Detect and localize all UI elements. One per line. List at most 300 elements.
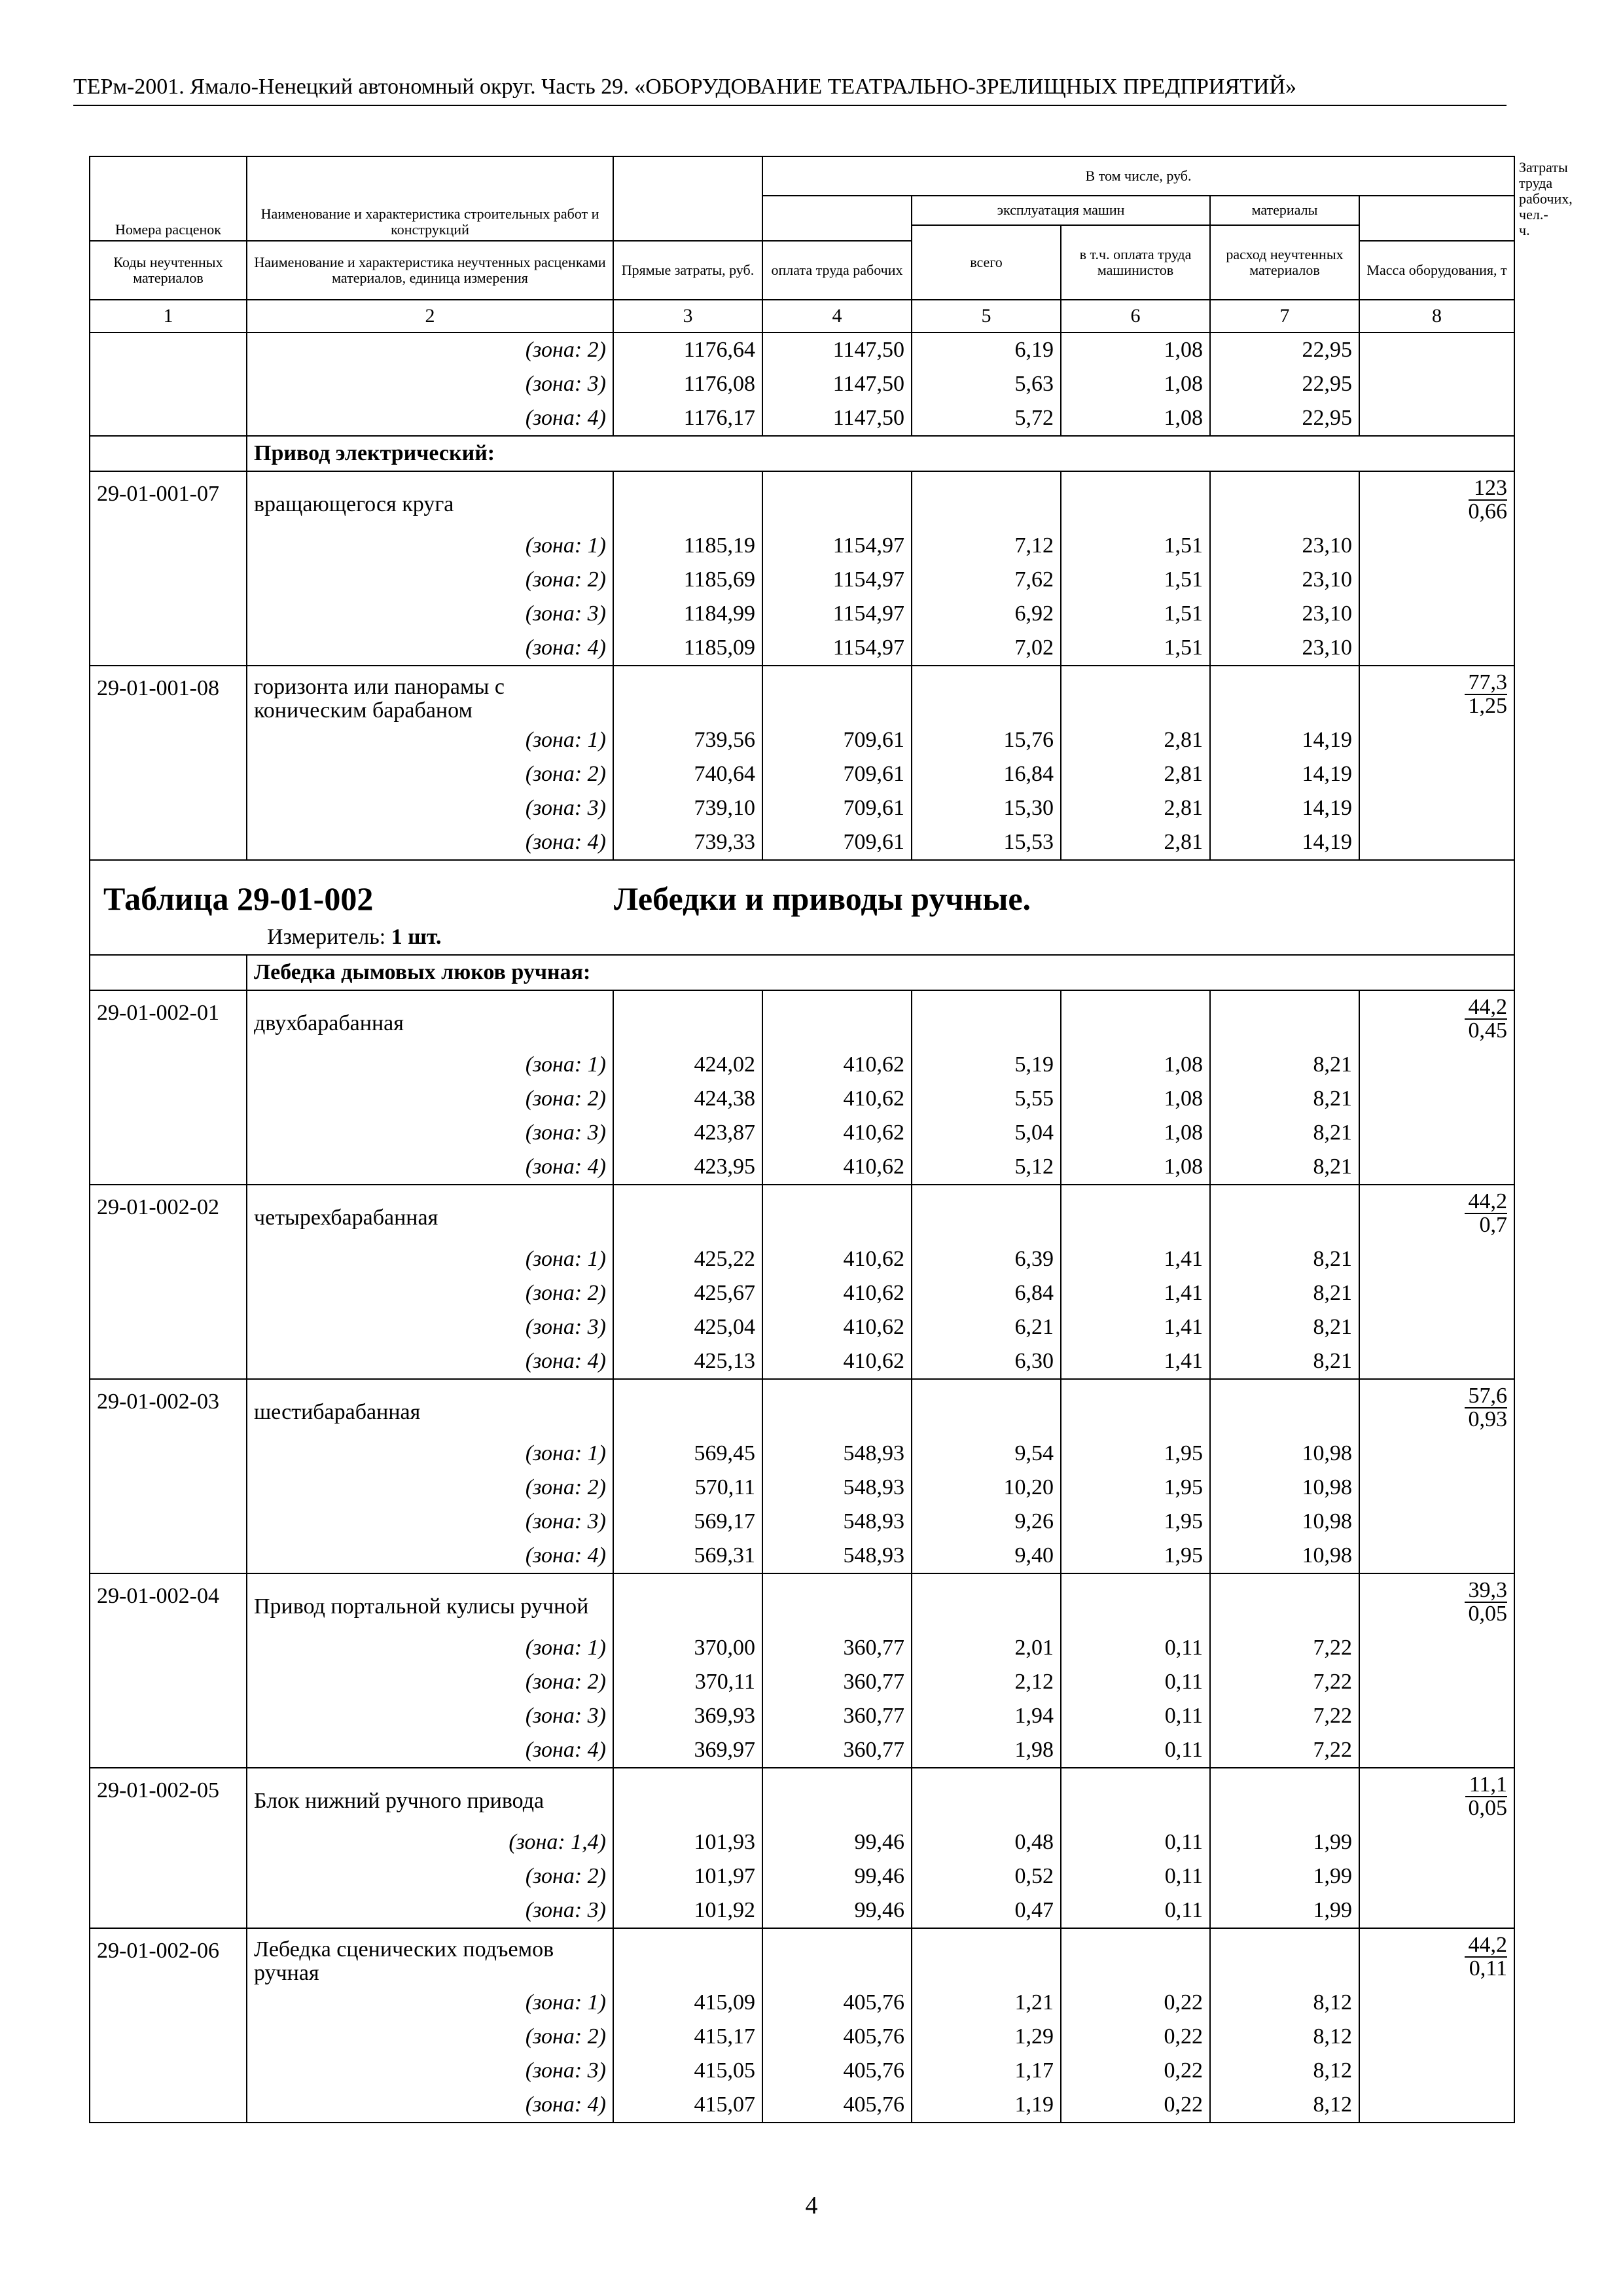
- zone-row: [90, 2088, 1514, 2123]
- labor-pay-value: 410,62: [762, 1242, 912, 1276]
- materials-value: 8,21: [1210, 1344, 1359, 1379]
- zone-label: (зона: 2): [247, 1471, 613, 1505]
- code-cell-blank: [90, 401, 247, 436]
- direct-costs-value: 569,31: [613, 1539, 762, 1573]
- mass-cell-blank: [1359, 1150, 1514, 1185]
- machinist-pay-value: 1,08: [1061, 332, 1210, 367]
- mass-cell-blank: [1359, 332, 1514, 367]
- direct-costs-value: 739,56: [613, 723, 762, 757]
- labor-pay-value: 1154,97: [762, 563, 912, 597]
- zone-label: (зона: 1): [247, 1242, 613, 1276]
- machine-ops-value: 7,12: [912, 529, 1061, 563]
- col-labor-pay: оплата труда рабочих: [762, 241, 912, 300]
- zone-label: (зона: 4): [247, 401, 613, 436]
- materials-value: 22,95: [1210, 332, 1359, 367]
- machinist-pay-value: 2,81: [1061, 757, 1210, 791]
- direct-costs-value: 424,02: [613, 1048, 762, 1082]
- direct-costs-value: 569,45: [613, 1437, 762, 1471]
- labor-costs-value: 44,2: [1465, 1934, 1508, 1958]
- value-cell-blank: [912, 1768, 1061, 1825]
- col-unaccounted-name: Наименование и характеристика неучтенных расценками материалов, единица измерения: [247, 241, 613, 300]
- zone-row: [90, 1344, 1514, 1379]
- zone-label: (зона: 4): [247, 631, 613, 666]
- value-cell-blank: [1061, 990, 1210, 1048]
- machinist-pay-value: 0,22: [1061, 2054, 1210, 2088]
- code-cell-blank: [90, 791, 247, 825]
- table-unit: [103, 923, 1501, 952]
- machinist-pay-value: 1,41: [1061, 1310, 1210, 1344]
- value-cell-blank: [613, 471, 762, 529]
- code-cell-blank: [90, 1437, 247, 1471]
- machinist-pay-value: 1,95: [1061, 1471, 1210, 1505]
- zone-row: [90, 332, 1514, 367]
- labor-pay-value: 360,77: [762, 1631, 912, 1665]
- direct-costs-value: 101,97: [613, 1859, 762, 1893]
- labor-mass-cell: [1359, 1928, 1514, 1986]
- zone-label: (зона: 4): [247, 2088, 613, 2123]
- equipment-mass-value: 0,93: [1468, 1407, 1508, 1431]
- labor-mass-cell: [1359, 990, 1514, 1048]
- zone-row: [90, 1859, 1514, 1893]
- machine-ops-value: 6,21: [912, 1310, 1061, 1344]
- labor-mass-cell: [1359, 1573, 1514, 1631]
- labor-pay-value: 1154,97: [762, 597, 912, 631]
- mass-cell-blank: [1359, 757, 1514, 791]
- labor-pay-value: 99,46: [762, 1893, 912, 1928]
- materials-value: 7,22: [1210, 1631, 1359, 1665]
- code-cell-blank: [90, 2088, 247, 2123]
- zone-label: (зона: 1,4): [247, 1825, 613, 1859]
- mass-cell-blank: [1359, 1082, 1514, 1116]
- machine-ops-value: 1,19: [912, 2088, 1061, 2123]
- section-row: [90, 436, 1514, 471]
- machine-ops-value: 1,17: [912, 2054, 1061, 2088]
- mass-cell-blank: [1359, 1116, 1514, 1150]
- materials-value: 10,98: [1210, 1471, 1359, 1505]
- machinist-pay-value: 0,11: [1061, 1665, 1210, 1699]
- mass-cell-blank: [1359, 1859, 1514, 1893]
- table-title-row: [90, 860, 1514, 955]
- code-cell-blank: [90, 1116, 247, 1150]
- materials-value: 8,12: [1210, 1986, 1359, 2020]
- zone-row: [90, 1242, 1514, 1276]
- labor-pay-value: 410,62: [762, 1344, 912, 1379]
- labor-mass-fraction: [1465, 1191, 1508, 1236]
- materials-value: 14,19: [1210, 825, 1359, 860]
- mass-cell-blank: [1359, 1505, 1514, 1539]
- col-total: всего: [912, 225, 1061, 300]
- materials-value: 22,95: [1210, 401, 1359, 436]
- machinist-pay-value: 1,51: [1061, 597, 1210, 631]
- labor-pay-value: 1147,50: [762, 401, 912, 436]
- machinist-pay-value: 1,95: [1061, 1437, 1210, 1471]
- direct-costs-value: 415,05: [613, 2054, 762, 2088]
- mass-cell-blank: [1359, 2054, 1514, 2088]
- direct-costs-value: 570,11: [613, 1471, 762, 1505]
- mass-cell-blank: [1359, 825, 1514, 860]
- code-cell-blank: [90, 1893, 247, 1928]
- code-cell-blank: [90, 1242, 247, 1276]
- labor-pay-value: 1147,50: [762, 367, 912, 401]
- code-cell-blank: [90, 1733, 247, 1768]
- zone-row: [90, 2020, 1514, 2054]
- machinist-pay-value: 2,81: [1061, 791, 1210, 825]
- mass-cell-blank: [1359, 1986, 1514, 2020]
- zone-row: [90, 1150, 1514, 1185]
- direct-costs-value: 415,09: [613, 1986, 762, 2020]
- col-equipment-mass: Масса оборудования, т: [1359, 241, 1514, 300]
- item-name: Лебедка сценических подъемов ручная: [247, 1928, 613, 1986]
- labor-pay-value: 1154,97: [762, 631, 912, 666]
- value-cell-blank: [762, 1573, 912, 1631]
- zone-label: (зона: 4): [247, 825, 613, 860]
- labor-pay-value: 410,62: [762, 1150, 912, 1185]
- mass-cell-blank: [1359, 1825, 1514, 1859]
- code-cell-blank: [90, 955, 247, 990]
- zone-row: [90, 1699, 1514, 1733]
- equipment-mass-value: 0,11: [1469, 1956, 1508, 1981]
- labor-mass-fraction: [1465, 672, 1508, 717]
- code-cell-blank: [90, 1276, 247, 1310]
- zone-row: [90, 757, 1514, 791]
- machine-ops-value: 15,53: [912, 825, 1061, 860]
- value-cell-blank: [1061, 1379, 1210, 1437]
- section-row: [90, 955, 1514, 990]
- labor-pay-value: 410,62: [762, 1276, 912, 1310]
- value-cell-blank: [762, 1185, 912, 1242]
- materials-value: 23,10: [1210, 631, 1359, 666]
- labor-pay-value: 360,77: [762, 1733, 912, 1768]
- labor-pay-value: 410,62: [762, 1082, 912, 1116]
- value-cell-blank: [912, 1185, 1061, 1242]
- col-including: В том числе, руб.: [762, 156, 1514, 196]
- direct-costs-value: 1184,99: [613, 597, 762, 631]
- rates-table: [89, 156, 1573, 2123]
- machine-ops-value: 1,21: [912, 1986, 1061, 2020]
- value-cell-blank: [912, 990, 1061, 1048]
- labor-costs-value: 77,3: [1465, 672, 1508, 695]
- equipment-mass-value: 0,66: [1468, 499, 1508, 524]
- value-cell-blank: [762, 471, 912, 529]
- zone-row: [90, 723, 1514, 757]
- zone-row: [90, 1665, 1514, 1699]
- machinist-pay-value: 1,95: [1061, 1505, 1210, 1539]
- direct-costs-value: 425,04: [613, 1310, 762, 1344]
- labor-pay-value: 548,93: [762, 1539, 912, 1573]
- materials-value: 8,21: [1210, 1116, 1359, 1150]
- machinist-pay-value: 2,81: [1061, 723, 1210, 757]
- zone-label: (зона: 4): [247, 1150, 613, 1185]
- machinist-pay-value: 1,95: [1061, 1539, 1210, 1573]
- direct-costs-value: 425,13: [613, 1344, 762, 1379]
- labor-mass-cell: [1359, 1379, 1514, 1437]
- materials-value: 8,21: [1210, 1242, 1359, 1276]
- rate-code: 29-01-002-06: [90, 1928, 247, 1986]
- direct-costs-value: 1185,19: [613, 529, 762, 563]
- direct-costs-value: 1176,17: [613, 401, 762, 436]
- direct-costs-value: 101,93: [613, 1825, 762, 1859]
- materials-value: 10,98: [1210, 1539, 1359, 1573]
- labor-pay-value: 709,61: [762, 791, 912, 825]
- mass-cell-blank: [1359, 1699, 1514, 1733]
- rate-code: 29-01-002-04: [90, 1573, 247, 1631]
- code-cell-blank: [90, 1082, 247, 1116]
- item-row: [90, 1768, 1514, 1825]
- direct-costs-value: 1185,69: [613, 563, 762, 597]
- mass-cell-blank: [1359, 367, 1514, 401]
- direct-costs-value: 1176,64: [613, 332, 762, 367]
- zone-row: [90, 563, 1514, 597]
- direct-costs-value: 739,10: [613, 791, 762, 825]
- materials-value: 23,10: [1210, 563, 1359, 597]
- direct-costs-value: 1185,09: [613, 631, 762, 666]
- zone-label: (зона: 3): [247, 367, 613, 401]
- item-name: Привод портальной кулисы ручной: [247, 1573, 613, 1631]
- machine-ops-value: 5,55: [912, 1082, 1061, 1116]
- section-title: Привод электрический:: [247, 436, 1514, 471]
- col-incl-machinist: в т.ч. оплата труда машинистов: [1061, 225, 1210, 300]
- zone-row: [90, 597, 1514, 631]
- zone-row: [90, 1986, 1514, 2020]
- value-cell-blank: [1061, 1928, 1210, 1986]
- code-cell-blank: [90, 563, 247, 597]
- value-cell-blank: [762, 990, 912, 1048]
- zone-row: [90, 529, 1514, 563]
- value-cell-blank: [613, 990, 762, 1048]
- direct-costs-value: 415,17: [613, 2020, 762, 2054]
- machinist-pay-value: 1,08: [1061, 367, 1210, 401]
- machinist-pay-value: 1,41: [1061, 1344, 1210, 1379]
- zone-label: (зона: 4): [247, 1344, 613, 1379]
- code-cell-blank: [90, 529, 247, 563]
- zone-row: [90, 1310, 1514, 1344]
- zone-label: (зона: 2): [247, 1665, 613, 1699]
- machine-ops-value: 16,84: [912, 757, 1061, 791]
- item-row: [90, 1573, 1514, 1631]
- zone-label: (зона: 2): [247, 332, 613, 367]
- code-cell-blank: [90, 597, 247, 631]
- labor-costs-value: 44,2: [1465, 996, 1508, 1020]
- zone-label: (зона: 1): [247, 1437, 613, 1471]
- machinist-pay-value: 1,51: [1061, 563, 1210, 597]
- rate-code: 29-01-002-01: [90, 990, 247, 1048]
- mass-cell-blank: [1359, 1471, 1514, 1505]
- machine-ops-value: 9,54: [912, 1437, 1061, 1471]
- mass-cell-blank: [1359, 1242, 1514, 1276]
- materials-value: 8,21: [1210, 1310, 1359, 1344]
- zone-label: (зона: 3): [247, 597, 613, 631]
- materials-value: 14,19: [1210, 791, 1359, 825]
- machine-ops-value: 1,94: [912, 1699, 1061, 1733]
- code-cell-blank: [90, 1539, 247, 1573]
- machine-ops-value: 1,29: [912, 2020, 1061, 2054]
- labor-pay-value: 410,62: [762, 1116, 912, 1150]
- machine-ops-value: 5,12: [912, 1150, 1061, 1185]
- code-cell-blank: [90, 2020, 247, 2054]
- machinist-pay-value: 1,08: [1061, 401, 1210, 436]
- machine-ops-value: 9,40: [912, 1539, 1061, 1573]
- item-row: [90, 1928, 1514, 1986]
- zone-row: [90, 1116, 1514, 1150]
- value-cell-blank: [912, 1573, 1061, 1631]
- machine-ops-value: 2,01: [912, 1631, 1061, 1665]
- code-cell-blank: [90, 2054, 247, 2088]
- item-row: [90, 471, 1514, 529]
- item-name: вращающегося круга: [247, 471, 613, 529]
- col-index: 1: [90, 300, 247, 332]
- col-unaccounted-codes: Коды неучтенных материалов: [90, 241, 247, 300]
- direct-costs-value: 101,92: [613, 1893, 762, 1928]
- machinist-pay-value: 0,22: [1061, 2088, 1210, 2123]
- labor-pay-value: 360,77: [762, 1699, 912, 1733]
- machine-ops-value: 5,04: [912, 1116, 1061, 1150]
- code-cell-blank: [90, 631, 247, 666]
- col-direct-costs-blank: [613, 156, 762, 241]
- materials-value: 10,98: [1210, 1437, 1359, 1471]
- table-number: Таблица 29-01-002: [103, 880, 374, 917]
- value-cell-blank: [1210, 666, 1359, 723]
- machine-ops-value: 5,72: [912, 401, 1061, 436]
- zone-label: (зона: 1): [247, 723, 613, 757]
- mass-cell-blank: [1359, 723, 1514, 757]
- mass-cell-blank: [1359, 1048, 1514, 1082]
- machine-ops-value: 9,26: [912, 1505, 1061, 1539]
- value-cell-blank: [1210, 1379, 1359, 1437]
- equipment-mass-value: 0,05: [1468, 1796, 1508, 1820]
- col-index: 5: [912, 300, 1061, 332]
- rate-code: 29-01-002-02: [90, 1185, 247, 1242]
- code-cell-blank: [90, 1344, 247, 1379]
- code-cell-blank: [90, 757, 247, 791]
- materials-value: 8,12: [1210, 2088, 1359, 2123]
- zone-row: [90, 367, 1514, 401]
- code-cell-blank: [90, 1699, 247, 1733]
- mass-cell-blank: [1359, 1276, 1514, 1310]
- zone-row: [90, 1825, 1514, 1859]
- machinist-pay-value: 0,22: [1061, 1986, 1210, 2020]
- machine-ops-value: 0,52: [912, 1859, 1061, 1893]
- mass-cell-blank: [1359, 1665, 1514, 1699]
- zone-label: (зона: 3): [247, 1893, 613, 1928]
- unit-value: 1 шт.: [391, 925, 442, 949]
- zone-label: (зона: 3): [247, 1699, 613, 1733]
- materials-value: 1,99: [1210, 1825, 1359, 1859]
- zone-label: (зона: 2): [247, 1082, 613, 1116]
- labor-pay-value: 1154,97: [762, 529, 912, 563]
- labor-pay-value: 405,76: [762, 2020, 912, 2054]
- machinist-pay-value: 0,11: [1061, 1699, 1210, 1733]
- machinist-pay-value: 0,11: [1061, 1893, 1210, 1928]
- value-cell-blank: [762, 1379, 912, 1437]
- value-cell-blank: [1210, 1185, 1359, 1242]
- direct-costs-value: 369,97: [613, 1733, 762, 1768]
- value-cell-blank: [1210, 471, 1359, 529]
- labor-costs-value: 57,6: [1465, 1385, 1508, 1408]
- machine-ops-value: 0,48: [912, 1825, 1061, 1859]
- item-name: Блок нижний ручного привода: [247, 1768, 613, 1825]
- rate-code: 29-01-002-03: [90, 1379, 247, 1437]
- materials-value: 1,99: [1210, 1893, 1359, 1928]
- labor-mass-fraction: [1465, 1579, 1508, 1625]
- labor-mass-cell: [1359, 666, 1514, 723]
- machinist-pay-value: 1,08: [1061, 1048, 1210, 1082]
- machinist-pay-value: 1,41: [1061, 1242, 1210, 1276]
- code-cell-blank: [90, 436, 247, 471]
- table-name: Лебедки и приводы ручные.: [614, 880, 1031, 917]
- labor-mass-fraction: [1465, 1385, 1508, 1431]
- item-row: [90, 990, 1514, 1048]
- direct-costs-value: 423,87: [613, 1116, 762, 1150]
- value-cell-blank: [1210, 1928, 1359, 1986]
- machinist-pay-value: 0,11: [1061, 1733, 1210, 1768]
- value-cell-blank: [613, 1185, 762, 1242]
- zone-row: [90, 1505, 1514, 1539]
- labor-pay-value: 548,93: [762, 1437, 912, 1471]
- materials-value: 14,19: [1210, 757, 1359, 791]
- page-header: ТЕРм-2001. Ямало-Ненецкий автономный округ. Часть 29. «ОБОРУДОВАНИЕ ТЕАТРАЛЬНО-ЗРЕЛИЩНЫХ ПРЕДПРИЯТИЙ»: [73, 75, 1297, 99]
- value-cell-blank: [613, 1379, 762, 1437]
- machine-ops-value: 6,39: [912, 1242, 1061, 1276]
- zone-label: (зона: 3): [247, 791, 613, 825]
- machine-ops-value: 5,19: [912, 1048, 1061, 1082]
- machine-ops-value: 6,30: [912, 1344, 1061, 1379]
- value-cell-blank: [912, 666, 1061, 723]
- value-cell-blank: [613, 1768, 762, 1825]
- mass-cell-blank: [1359, 1437, 1514, 1471]
- code-cell-blank: [90, 1665, 247, 1699]
- zone-label: (зона: 3): [247, 1505, 613, 1539]
- col-direct-costs: Прямые затраты, руб.: [613, 241, 762, 300]
- zone-label: (зона: 1): [247, 1986, 613, 2020]
- machine-ops-value: 0,47: [912, 1893, 1061, 1928]
- col-index: 6: [1061, 300, 1210, 332]
- labor-mass-fraction: [1465, 996, 1508, 1042]
- machine-ops-value: 1,98: [912, 1733, 1061, 1768]
- materials-value: 8,21: [1210, 1048, 1359, 1082]
- value-cell-blank: [762, 666, 912, 723]
- code-cell-blank: [90, 332, 247, 367]
- col-labor-pay-blank: [762, 196, 912, 241]
- item-row: [90, 666, 1514, 723]
- zone-label: (зона: 1): [247, 1048, 613, 1082]
- materials-value: 10,98: [1210, 1505, 1359, 1539]
- rate-code: 29-01-001-07: [90, 471, 247, 529]
- zone-row: [90, 1082, 1514, 1116]
- labor-costs-value: 123: [1469, 477, 1508, 501]
- zone-label: (зона: 3): [247, 2054, 613, 2088]
- zone-label: (зона: 1): [247, 1631, 613, 1665]
- mass-cell-blank: [1359, 631, 1514, 666]
- machinist-pay-value: 0,11: [1061, 1859, 1210, 1893]
- materials-value: 7,22: [1210, 1665, 1359, 1699]
- code-cell-blank: [90, 1471, 247, 1505]
- mass-cell-blank: [1359, 401, 1514, 436]
- value-cell-blank: [912, 471, 1061, 529]
- header-rule: [73, 105, 1507, 106]
- labor-pay-value: 410,62: [762, 1310, 912, 1344]
- machinist-pay-value: 1,08: [1061, 1082, 1210, 1116]
- labor-pay-value: 548,93: [762, 1505, 912, 1539]
- rate-code: 29-01-001-08: [90, 666, 247, 723]
- machinist-pay-value: 0,11: [1061, 1631, 1210, 1665]
- machine-ops-value: 6,84: [912, 1276, 1061, 1310]
- value-cell-blank: [1210, 1768, 1359, 1825]
- materials-value: 8,21: [1210, 1276, 1359, 1310]
- mass-cell-blank: [1359, 529, 1514, 563]
- zone-row: [90, 401, 1514, 436]
- value-cell-blank: [613, 1928, 762, 1986]
- materials-value: 1,99: [1210, 1859, 1359, 1893]
